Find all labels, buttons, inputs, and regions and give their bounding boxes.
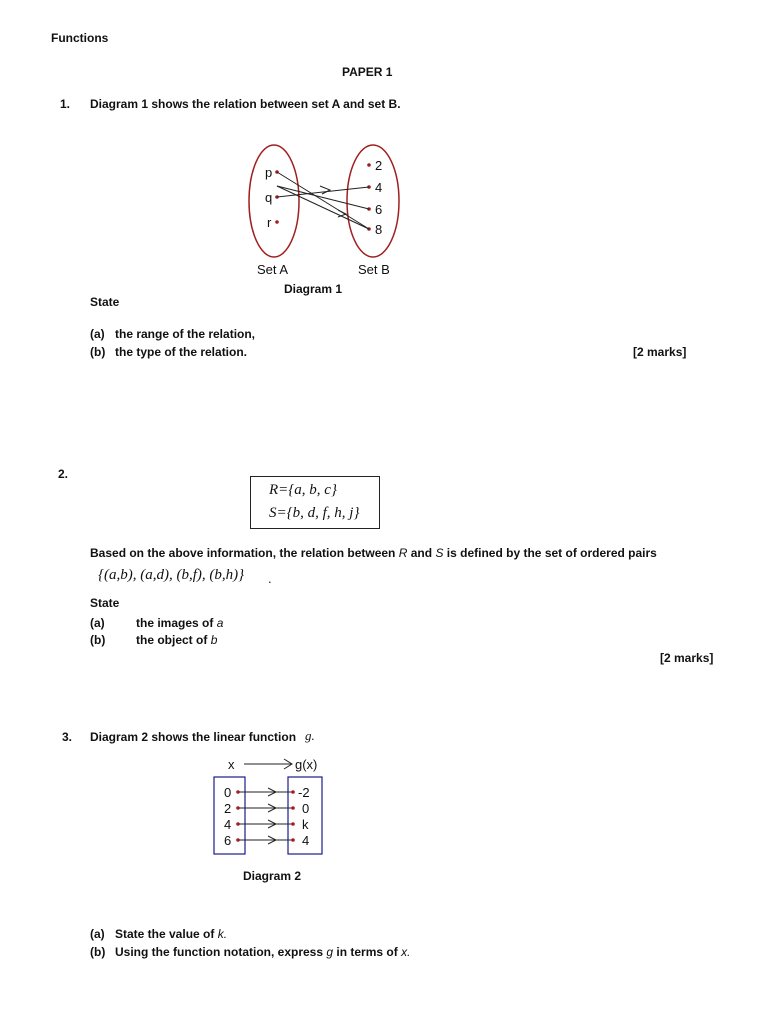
arrow-p-6 xyxy=(277,186,369,209)
set-b-element-8: 8 xyxy=(375,222,383,237)
codomain-value-neg2: -2 xyxy=(298,785,310,800)
q3-number: 3. xyxy=(62,730,73,744)
ordered-pairs-period: . xyxy=(268,571,272,586)
q3-part-b-text2: in terms of xyxy=(336,945,398,959)
q2-part-a-label: (a) xyxy=(90,616,105,630)
q2-part-b-text: the object of xyxy=(136,633,208,647)
q2-state: State xyxy=(90,596,120,610)
q1-intro: Diagram 1 shows the relation between set A and set B. xyxy=(90,97,401,111)
q2-part-a-var: a xyxy=(216,616,224,630)
q1-state: State xyxy=(90,295,120,309)
domain-value-2: 2 xyxy=(224,801,232,816)
set-b-dot-2 xyxy=(367,163,371,167)
codomain-value-0: 0 xyxy=(302,801,310,816)
q2-statement xyxy=(90,546,657,560)
set-a-element-q: q xyxy=(265,190,273,205)
domain-value-6: 6 xyxy=(224,833,232,848)
q2-marks: [2 marks] xyxy=(660,651,714,665)
q1-part-a-text: the range of the relation, xyxy=(115,327,256,341)
document-title: Functions xyxy=(51,31,109,45)
ordered-pairs-set: {(a,b), (a,d), (b,f), (b,h)} xyxy=(98,567,245,583)
codomain-value-k: k xyxy=(302,817,309,832)
domain-value-4: 4 xyxy=(224,817,232,832)
set-a-dot-r xyxy=(275,220,279,224)
arrowhead-2 xyxy=(338,210,346,217)
q2-number: 2. xyxy=(58,467,69,481)
q3-intro: Diagram 2 shows the linear function xyxy=(90,730,297,744)
set-b-label: Set B xyxy=(358,262,390,277)
paper-heading: PAPER 1 xyxy=(342,65,393,79)
set-b-element-6: 6 xyxy=(375,202,383,217)
q1-part-b-label: (b) xyxy=(90,345,106,359)
q1-number: 1. xyxy=(60,97,71,111)
q2-text-prefix: Based on the above information, the relation between xyxy=(90,546,396,560)
diagram-2-caption: Diagram 2 xyxy=(243,869,302,883)
q3-part-b-var1: g xyxy=(326,945,334,959)
set-a-element-p: p xyxy=(265,165,273,180)
q3-part-b-text1: Using the function notation, express xyxy=(115,945,324,959)
q2-part-a-text: the images of xyxy=(136,616,214,630)
q2-part-b xyxy=(136,633,217,647)
set-b-ellipse xyxy=(347,145,399,257)
q1-marks: [2 marks] xyxy=(633,345,687,359)
q2-var-r: R xyxy=(398,546,408,560)
diagram-1-caption: Diagram 1 xyxy=(284,282,343,296)
q1-part-b-text: the type of the relation. xyxy=(115,345,248,359)
q3-part-b-var2: x. xyxy=(401,945,411,959)
sets-definition-box xyxy=(250,476,380,529)
domain-label: x xyxy=(228,757,235,772)
q2-part-b-label: (b) xyxy=(90,633,106,647)
set-b-element-2: 2 xyxy=(375,158,383,173)
codomain-label: g(x) xyxy=(295,757,318,772)
q3-part-a xyxy=(115,927,227,941)
q2-text-and: and xyxy=(410,546,433,560)
q3-part-b xyxy=(115,945,410,959)
q3-part-a-text: State the value of xyxy=(115,927,215,941)
arrow-p-8 xyxy=(277,172,369,229)
q2-text-suffix: is defined by the set of ordered pairs xyxy=(446,546,657,560)
q2-var-s: S xyxy=(435,546,444,560)
q2-part-b-var: b xyxy=(210,633,218,647)
codomain-value-4: 4 xyxy=(302,833,310,848)
q3-part-a-label: (a) xyxy=(90,927,105,941)
set-s-definition: S={b, d, f, h, j} xyxy=(269,505,360,521)
set-a-label: Set A xyxy=(257,262,289,277)
q2-part-a xyxy=(136,616,223,630)
q3-part-a-var: k. xyxy=(217,927,228,941)
set-r-definition: R={a, b, c} xyxy=(269,482,337,498)
set-a-ellipse xyxy=(249,145,299,257)
q3-function-name: g. xyxy=(305,728,315,743)
q1-part-a-label: (a) xyxy=(90,327,105,341)
set-a-element-r: r xyxy=(267,215,272,230)
arrowhead-1 xyxy=(320,186,330,194)
q3-part-b-label: (b) xyxy=(90,945,106,959)
set-b-element-4: 4 xyxy=(375,180,383,195)
domain-value-0: 0 xyxy=(224,785,232,800)
